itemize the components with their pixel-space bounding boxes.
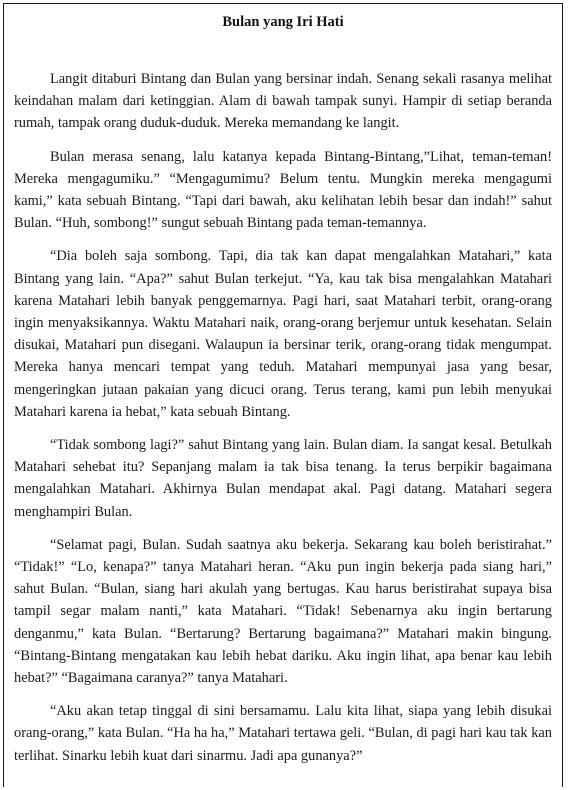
- paragraph: “Selamat pagi, Bulan. Sudah saatnya aku bekerja. Sekarang kau boleh beristirahat.” “Tidak!” “Lo, kenapa?” tanya Matahari heran. “Aku pun ingin bekerja pada siang hari,” sahut Bulan. “Bulan, siang hari akulah yang bertugas. Kau harus beristirahat supaya bisa tampil segar malam nanti,” kata Matahari. “Tidak! Sebenarnya aku ingin bertarung denganmu,” kata Bulan. “Bertarung? Bertarung bagaimana?” Matahari makin bingung. “Bintang-Bintang mengatakan kau lebih hebat dariku. Aku ingin lihat, apa benar kau lebih hebat?” “Bagaimana caranya?” tanya Matahari.: [14, 536, 552, 687]
- story-body: [14, 68, 552, 778]
- document-page: [3, 3, 563, 787]
- paragraph: Langit ditaburi Bintang dan Bulan yang bersinar indah. Senang sekali rasanya melihat keindahan malam dari ketinggian. Alam di bawah tampak sunyi. Hampir di setiap beranda rumah, tampak orang duduk-duduk. Mereka memandang ke langit.: [14, 71, 552, 132]
- paragraph: “Aku akan tetap tinggal di sini bersamamu. Lalu kita lihat, siapa yang lebih disukai orang-orang,” kata Bulan. “Ha ha ha,” Matahari tertawa geli. “Bulan, di pagi hari kau tak kan terlihat. Sinarku lebih kuat dari sinarmu. Jadi apa gunanya?”: [14, 703, 552, 764]
- paragraph: “Dia boleh saja sombong. Tapi, dia tak kan dapat mengalahkan Matahari,” kata Bintang yang lain. “Apa?” sahut Bulan terkejut. “Ya, kau tak bisa mengalahkan Matahari karena Matahari lebih banyak penggemarnya. Pagi hari, saat Matahari terbit, orang-orang ingin menyaksikannya. Waktu Matahari naik, orang-orang berjemur untuk kesehatan. Selain disukai, Matahari pun disegani. Walaupun ia bersinar terik, orang-orang tidak mengumpat. Mereka hanya mencari tempat yang teduh. Matahari mempunyai jasa yang besar, mengeringkan jutaan pakaian yang dicuci orang. Terus terang, kami pun lebih menyukai Matahari karena ia hebat,” kata sebuah Bintang.: [14, 248, 552, 420]
- paragraph: Bulan merasa senang, lalu katanya kepada Bintang-Bintang,”Lihat, teman-teman! Mereka mengagumiku.” “Mengagumimu? Belum tentu. Mungkin mereka mengagumi kami,” kata sebuah Bintang. “Tapi dari bawah, aku kelihatan lebih besar dan indah!” sahut Bulan. “Huh, sombong!” sungut sebuah Bintang pada teman-temannya.: [14, 148, 552, 232]
- story-title: Bulan yang Iri Hati: [222, 14, 344, 30]
- paragraph: “Tidak sombong lagi?” sahut Bintang yang lain. Bulan diam. Ia sangat kesal. Betulkah Matahari sehebat itu? Sepanjang malam ia tak bisa tenang. Ia terus berpikir bagaimana mengalahkan Matahari. Akhirnya Bulan mendapat akal. Pagi datang. Matahari segera menghampiri Bulan.: [14, 437, 552, 520]
